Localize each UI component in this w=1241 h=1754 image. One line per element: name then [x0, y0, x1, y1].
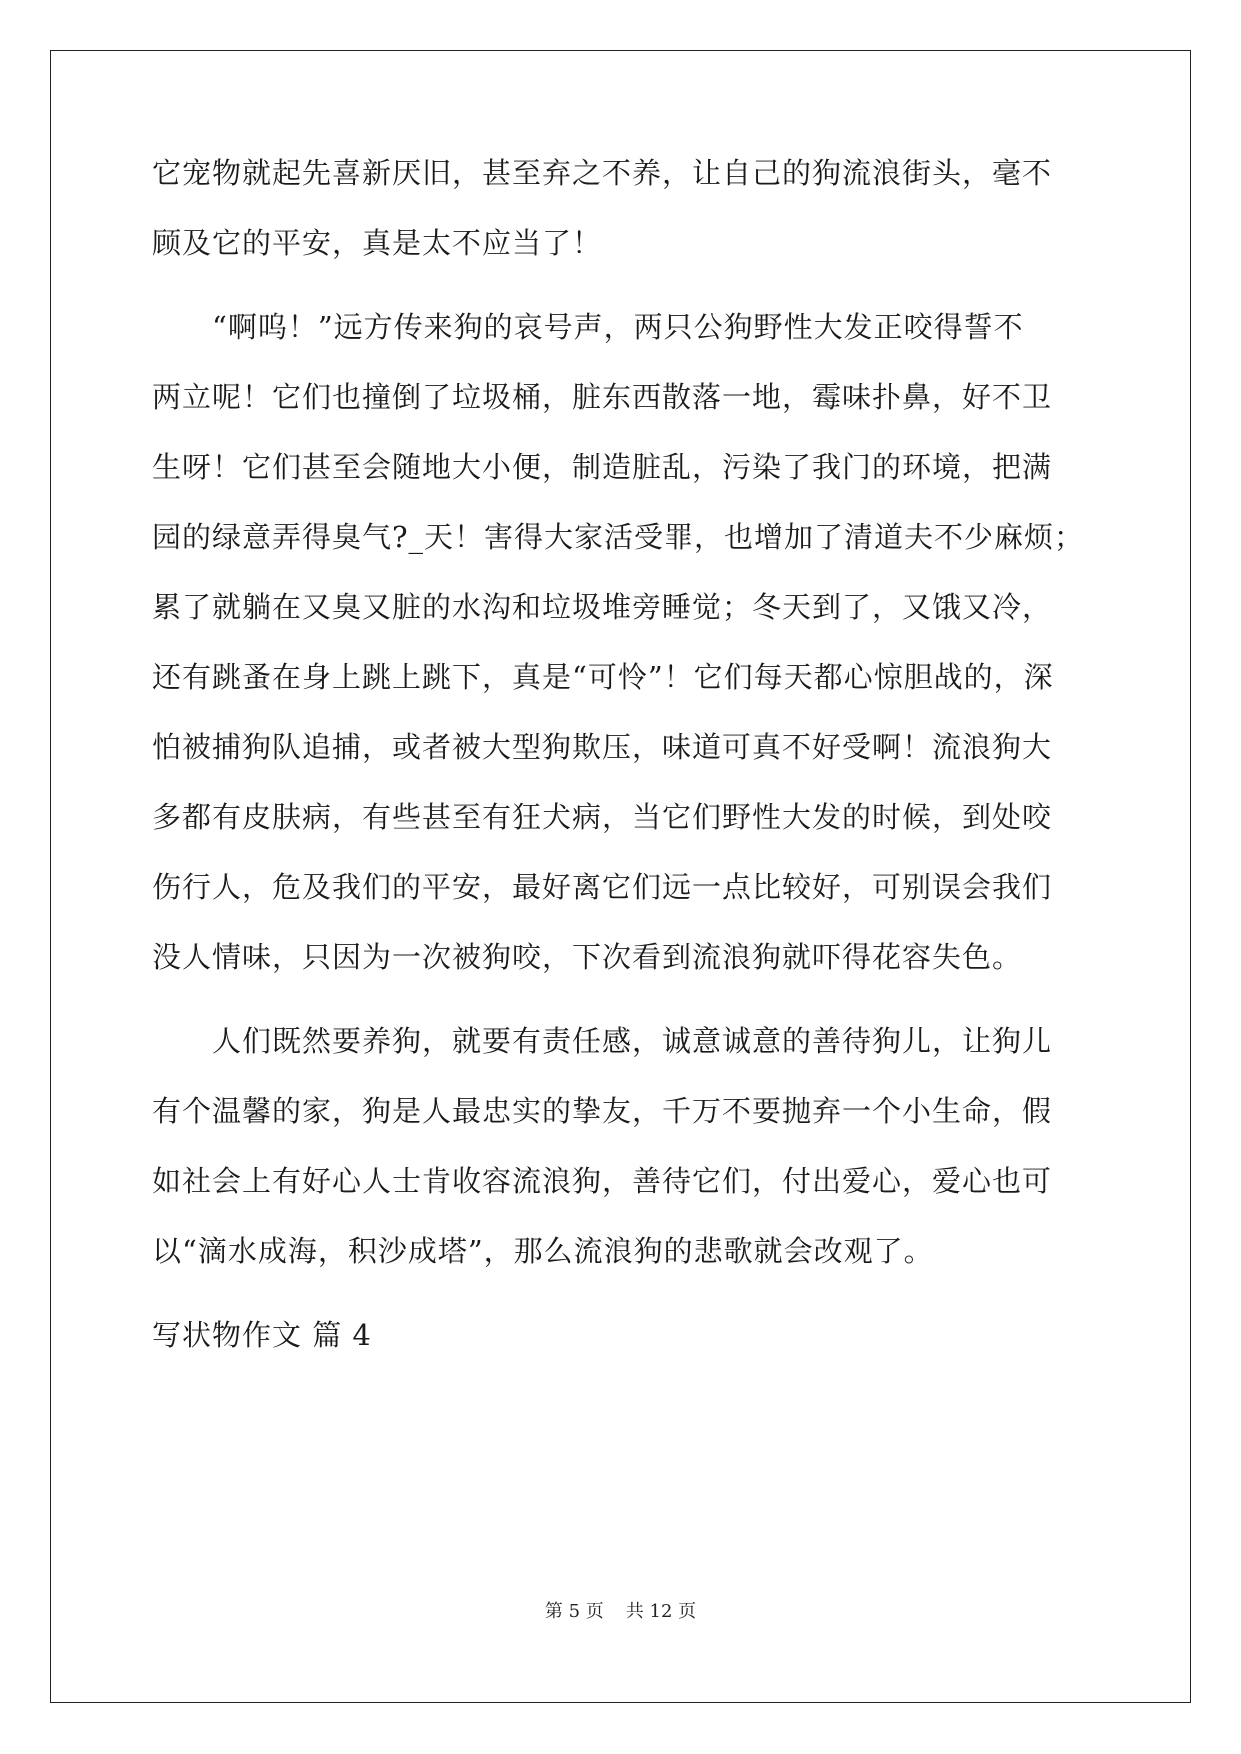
body-line: 还有跳蚤在身上跳上跳下，真是“可怜”！它们每天都心惊胆战的，深 [152, 660, 1054, 694]
body-line: 以“滴水成海，积沙成塔”，那么流浪狗的悲歌就会改观了。 [152, 1234, 934, 1268]
body-line: 顾及它的平安，真是太不应当了！ [152, 226, 603, 260]
body-line: 有个温馨的家，狗是人最忠实的挚友，千万不要抛弃一个小生命，假 [152, 1094, 1053, 1128]
paragraph-start-line: 人们既然要养狗，就要有责任感，诚意诚意的善待狗儿，让狗儿 [212, 1024, 1053, 1058]
body-line: 园的绿意弄得臭气?_天！害得大家活受罪，也增加了清道夫不少麻烦； [152, 520, 1085, 554]
section-heading: 写状物作文 篇 4 [152, 1318, 372, 1352]
body-line: 它宠物就起先喜新厌旧，甚至弃之不养，让自己的狗流浪街头，毫不 [152, 156, 1053, 190]
body-line: 生呀！它们甚至会随地大小便，制造脏乱，污染了我门的环境，把满 [152, 450, 1053, 484]
body-line: 如社会上有好心人士肯收容流浪狗，善待它们，付出爱心，爱心也可 [152, 1164, 1053, 1198]
body-line: 没人情味，只因为一次被狗咬，下次看到流浪狗就吓得花容失色。 [152, 940, 1023, 974]
paragraph-start-line: “啊呜！”远方传来狗的哀号声，两只公狗野性大发正咬得誓不 [212, 310, 1024, 344]
body-line: 伤行人，危及我们的平安，最好离它们远一点比较好，可别误会我们 [152, 870, 1053, 904]
body-line: 累了就躺在又臭又脏的水沟和垃圾堆旁睡觉；冬天到了，又饿又冷， [152, 590, 1053, 624]
page-total: 共 12 页 [625, 1601, 697, 1622]
body-line: 两立呢！它们也撞倒了垃圾桶，脏东西散落一地，霉味扑鼻，好不卫 [152, 380, 1053, 414]
body-line: 多都有皮肤病，有些甚至有狂犬病，当它们野性大发的时候，到处咬 [152, 800, 1053, 834]
page-footer [0, 1600, 1241, 1624]
page-number: 第 5 页 [544, 1601, 604, 1622]
body-line: 怕被捕狗队追捕，或者被大型狗欺压，味道可真不好受啊！流浪狗大 [152, 730, 1053, 764]
